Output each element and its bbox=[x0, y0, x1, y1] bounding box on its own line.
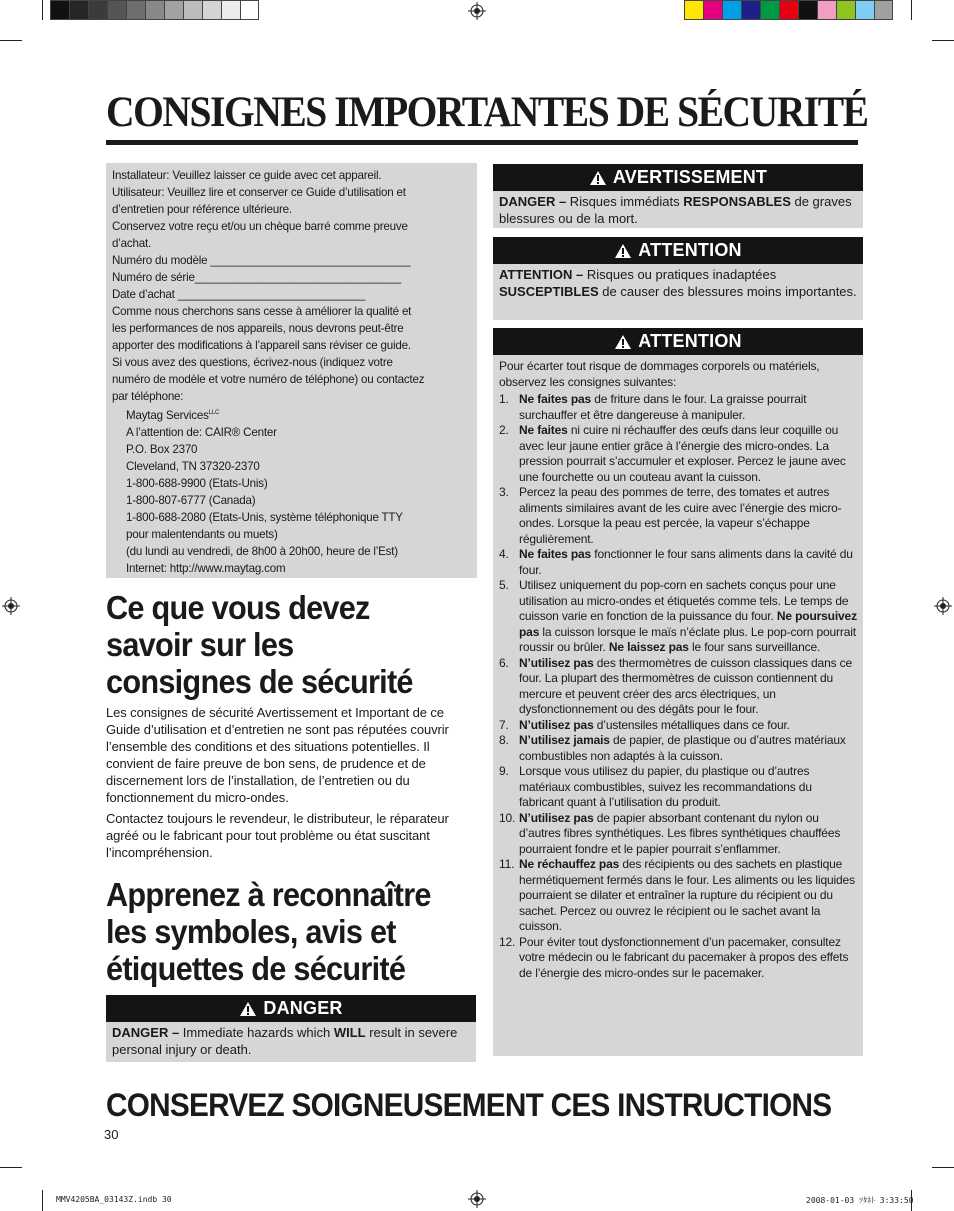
color-swatch bbox=[107, 0, 126, 20]
list-item bbox=[493, 811, 863, 858]
address-line: 1-800-807-6777 (Canada) bbox=[126, 493, 256, 507]
color-swatch bbox=[722, 0, 741, 20]
list-number: 4. bbox=[499, 547, 509, 561]
color-swatch bbox=[50, 0, 69, 20]
crop-mark bbox=[911, 0, 912, 20]
warning-triangle-icon bbox=[239, 1001, 257, 1017]
contact-paragraph: Contactez toujours le revendeur, le distributeur, le réparateur agréé ou le fabricant pour tout problème ou état suscitant l’incompréhension. bbox=[106, 811, 449, 860]
color-swatch-bar bbox=[684, 0, 893, 21]
color-swatch bbox=[760, 0, 779, 20]
page-title: CONSIGNES IMPORTANTES DE SÉCURITÉ bbox=[106, 89, 868, 136]
address-line: (du lundi au vendredi, de 8h00 à 20h00, heure de l’Est) bbox=[126, 544, 398, 558]
color-swatch bbox=[874, 0, 893, 20]
color-swatch bbox=[240, 0, 259, 20]
attention-intro: Pour écarter tout risque de dommages corporels ou matériels, observez les consignes suivantes: bbox=[499, 359, 820, 389]
list-text: Ne faites pas bbox=[519, 392, 592, 406]
installer-line: Si vous avez des questions, écrivez-nous (indiquez votre bbox=[112, 356, 393, 369]
slug-date-info: 2008-01-03 ｿﾀﾈﾄ 3:33:50 bbox=[806, 1196, 914, 1205]
list-text: des récipients ou des sachets en plastique hermétiquement fermés dans le four. Les aliments ou les liquides pourraient se dilater et entraîner la rupture du récipient ou du sachet. Percez ou ouvrez le récipient ou le sachet avant la cuisson. bbox=[519, 857, 855, 933]
list-text: Percez la peau des pommes de terre, des tomates et autres aliments similaires avant de les cuire avec l’énergie des micro-ondes. Lorsque la peau est percée, la vapeur s’échappe régulièrement. bbox=[519, 485, 842, 546]
color-swatch bbox=[145, 0, 164, 20]
color-swatch bbox=[221, 0, 240, 20]
warning-triangle-icon bbox=[614, 334, 632, 350]
avertissement-label-bar bbox=[493, 164, 863, 191]
registration-mark-icon bbox=[934, 597, 952, 615]
color-swatch bbox=[126, 0, 145, 20]
installer-line: Numéro du modèle ________________________________ bbox=[112, 254, 411, 267]
list-text: Pour éviter tout dysfonctionnement d’un pacemaker, consultez votre médecin ou le fabricant du pacemaker à propos des effets de l’énergie des micro-ondes sur le pacemaker. bbox=[519, 934, 849, 980]
installer-line: Installateur: Veuillez laisser ce guide avec cet appareil. bbox=[112, 169, 382, 182]
list-number: 5. bbox=[499, 578, 509, 592]
list-item bbox=[493, 656, 863, 718]
crop-mark bbox=[42, 0, 43, 20]
danger-text: DANGER – Immediate hazards which WILL result in severe personal injury or death. bbox=[112, 1025, 458, 1057]
avertissement-box bbox=[493, 164, 863, 228]
list-text: N’utilisez pas bbox=[519, 717, 594, 732]
color-swatch bbox=[741, 0, 760, 20]
list-item bbox=[493, 764, 863, 811]
color-swatch bbox=[779, 0, 798, 20]
installer-line: Numéro de série_________________________________ bbox=[112, 271, 401, 284]
list-item bbox=[493, 547, 863, 578]
danger-box bbox=[106, 995, 476, 1062]
attention-label-bar bbox=[493, 237, 863, 264]
avertissement-label: AVERTISSEMENT bbox=[612, 167, 768, 187]
attention-box-definition bbox=[493, 237, 863, 320]
list-text: le four sans surveillance. bbox=[688, 640, 821, 654]
installer-line: numéro de modèle et votre numéro de téléphone) ou contactez bbox=[112, 373, 425, 386]
installer-line: Conservez votre reçu et/ou un chèque barré comme preuve bbox=[112, 220, 408, 233]
list-item bbox=[493, 718, 863, 734]
list-number: 12. bbox=[499, 934, 516, 949]
registration-mark-icon bbox=[468, 1190, 486, 1208]
list-item bbox=[493, 485, 863, 547]
registration-mark-icon bbox=[2, 597, 20, 615]
list-item bbox=[493, 392, 863, 423]
color-swatch bbox=[69, 0, 88, 20]
list-text: des thermomètres de cuisson classiques dans ce four. La plupart des thermomètres de cuisson contiennent du mercure et peuvent créer des arcs électriques, un dysfonctionnement ou des dégâts pour le four. bbox=[519, 655, 853, 716]
address-line: 1-800-688-2080 (Etats-Unis, système téléphonique TTY bbox=[126, 510, 403, 524]
list-text: la cuisson lorsque le maïs n’éclate plus. Le pop-corn pourrait roussir ou brûler. bbox=[519, 624, 856, 654]
list-text: Ne poursuivez pas bbox=[519, 609, 857, 639]
list-text: Utilisez uniquement du pop-corn en sachets conçus pour une utilisation au micro-ondes et étiquetés comme tels. Le temps de cuisson varie en fonction de la puissance du four. bbox=[519, 578, 849, 623]
color-swatch bbox=[703, 0, 722, 20]
list-number: 1. bbox=[499, 392, 509, 406]
list-item bbox=[493, 935, 863, 982]
list-text: fonctionner le four sans aliments dans la cavité du four. bbox=[519, 547, 853, 577]
installer-line: Date d’achat ______________________________ bbox=[112, 288, 366, 301]
section-heading-symbols: Apprenez à reconnaître les symboles, avis et étiquettes de sécurité bbox=[106, 876, 431, 987]
address-line: Internet: http://www.maytag.com bbox=[126, 561, 286, 575]
list-number: 2. bbox=[499, 423, 509, 437]
color-swatch bbox=[817, 0, 836, 20]
crop-mark bbox=[932, 1167, 954, 1168]
color-swatch bbox=[836, 0, 855, 20]
danger-label-bar bbox=[106, 995, 476, 1022]
warning-triangle-icon bbox=[589, 170, 607, 186]
installer-line: Utilisateur: Veuillez lire et conserver ce Guide d’utilisation et bbox=[112, 186, 406, 199]
address-line: P.O. Box 2370 bbox=[126, 442, 198, 456]
list-text: N’utilisez pas bbox=[519, 655, 594, 670]
safety-info-paragraph: Les consignes de sécurité Avertissement et Important de ce Guide d’utilisation et d’entretien ne sont pas réputées couvrir l’ensemble des conditions et des situations potentielles. Il convient de faire preuve de bon sens, de prudence et de discernement lors de l’installation, de l’entretien ou du fonctionnement du micro-ondes. bbox=[106, 705, 449, 805]
list-item bbox=[493, 857, 863, 935]
list-text: N’utilisez jamais bbox=[519, 733, 610, 747]
installer-line: les performances de nos appareils, nous devrons peut-être bbox=[112, 322, 404, 335]
list-number: 8. bbox=[499, 733, 509, 747]
list-text: de friture dans le four. La graisse pourrait surchauffer et être dangereuse à manipuler. bbox=[519, 392, 807, 422]
installer-line: d’entretien pour référence ultérieure. bbox=[112, 203, 292, 216]
warning-triangle-icon bbox=[614, 243, 632, 259]
attention-label-bar bbox=[493, 328, 863, 355]
list-text: N’utilisez pas bbox=[519, 810, 594, 825]
list-number: 7. bbox=[499, 717, 509, 732]
registration-mark-icon bbox=[468, 2, 486, 20]
list-number: 9. bbox=[499, 764, 509, 778]
crop-mark bbox=[932, 40, 954, 41]
address-line: Cleveland, TN 37320-2370 bbox=[126, 459, 260, 473]
attention-label: ATTENTION bbox=[638, 240, 742, 260]
danger-label: DANGER bbox=[263, 998, 343, 1018]
installer-line: Comme nous cherchons sans cesse à améliorer la qualité et bbox=[112, 305, 412, 318]
color-swatch bbox=[164, 0, 183, 20]
address-line: A l’attention de: CAIR® Center bbox=[126, 425, 277, 439]
color-swatch bbox=[684, 0, 703, 20]
installer-line: d’achat. bbox=[112, 237, 152, 250]
list-text: Lorsque vous utilisez du papier, du plastique ou d’autres matériaux combustibles, suivez les recommandations du fabricant quant à l’utilisation du produit. bbox=[519, 764, 812, 809]
safety-instruction-list bbox=[493, 392, 863, 985]
color-swatch bbox=[202, 0, 221, 20]
gray-swatch-bar bbox=[50, 0, 259, 21]
avertissement-text: DANGER – Risques immédiats RESPONSABLES de graves blessures ou de la mort. bbox=[499, 194, 852, 226]
list-item bbox=[493, 733, 863, 764]
list-text: ni cuire ni réchauffer des œufs dans leur coquille ou avec leur jaune entier grâce à l’énergie des micro-ondes. La pression pourrait s’accumuler et exploser. Percez le jaune avec une fourchette ou un couteau avant la cuisson. bbox=[519, 423, 846, 484]
attention-label: ATTENTION bbox=[638, 331, 742, 351]
color-swatch bbox=[88, 0, 107, 20]
list-text: Ne faites pas bbox=[519, 547, 592, 561]
list-text: d’ustensiles métalliques dans ce four. bbox=[593, 717, 790, 732]
attention-text: ATTENTION – Risques ou pratiques inadaptées SUSCEPTIBLES de causer des blessures moins importantes. bbox=[499, 267, 857, 299]
installer-line: apporter des modifications à l’appareil sans réviser ce guide. bbox=[112, 339, 411, 352]
color-swatch bbox=[798, 0, 817, 20]
installer-info-box bbox=[106, 163, 477, 578]
crop-mark bbox=[0, 1167, 22, 1168]
list-number: 11. bbox=[499, 857, 515, 871]
list-number: 10. bbox=[499, 810, 516, 825]
color-swatch bbox=[855, 0, 874, 20]
list-number: 3. bbox=[499, 485, 509, 499]
list-text: Ne réchauffez pas bbox=[519, 857, 620, 871]
address-line: 1-800-688-9900 (Etats-Unis) bbox=[126, 476, 268, 490]
color-swatch bbox=[183, 0, 202, 20]
list-item bbox=[493, 578, 863, 656]
attention-box-instructions bbox=[493, 328, 863, 1056]
company-name: Maytag Services$^{LLC}$ bbox=[126, 408, 220, 422]
list-text: de papier absorbant contenant du nylon ou d’autres fibres synthétiques. Les fibres synthétiques chauffées pourraient fondre et le papier pourrait s’enflammer. bbox=[519, 810, 841, 856]
address-line: pour malentendants ou muets) bbox=[126, 527, 278, 541]
list-number: 6. bbox=[499, 655, 509, 670]
section-heading-safety-info: Ce que vous devez savoir sur les consignes de sécurité bbox=[106, 589, 413, 700]
page-number: 30 bbox=[104, 1127, 119, 1142]
list-text: de papier, de plastique ou d’autres matériaux combustibles non adaptés à la cuisson. bbox=[519, 733, 846, 763]
title-rule bbox=[106, 140, 858, 145]
installer-line: par téléphone: bbox=[112, 390, 184, 403]
crop-mark bbox=[42, 1190, 43, 1211]
list-text: Ne faites bbox=[519, 423, 568, 437]
slug-file-info: MMV4205BA_03143Z.indb 30 bbox=[56, 1195, 172, 1204]
list-text: Ne laissez pas bbox=[608, 640, 689, 654]
list-item bbox=[493, 423, 863, 485]
crop-mark bbox=[0, 40, 22, 41]
footer-title: CONSERVEZ SOIGNEUSEMENT CES INSTRUCTIONS bbox=[106, 1087, 832, 1123]
